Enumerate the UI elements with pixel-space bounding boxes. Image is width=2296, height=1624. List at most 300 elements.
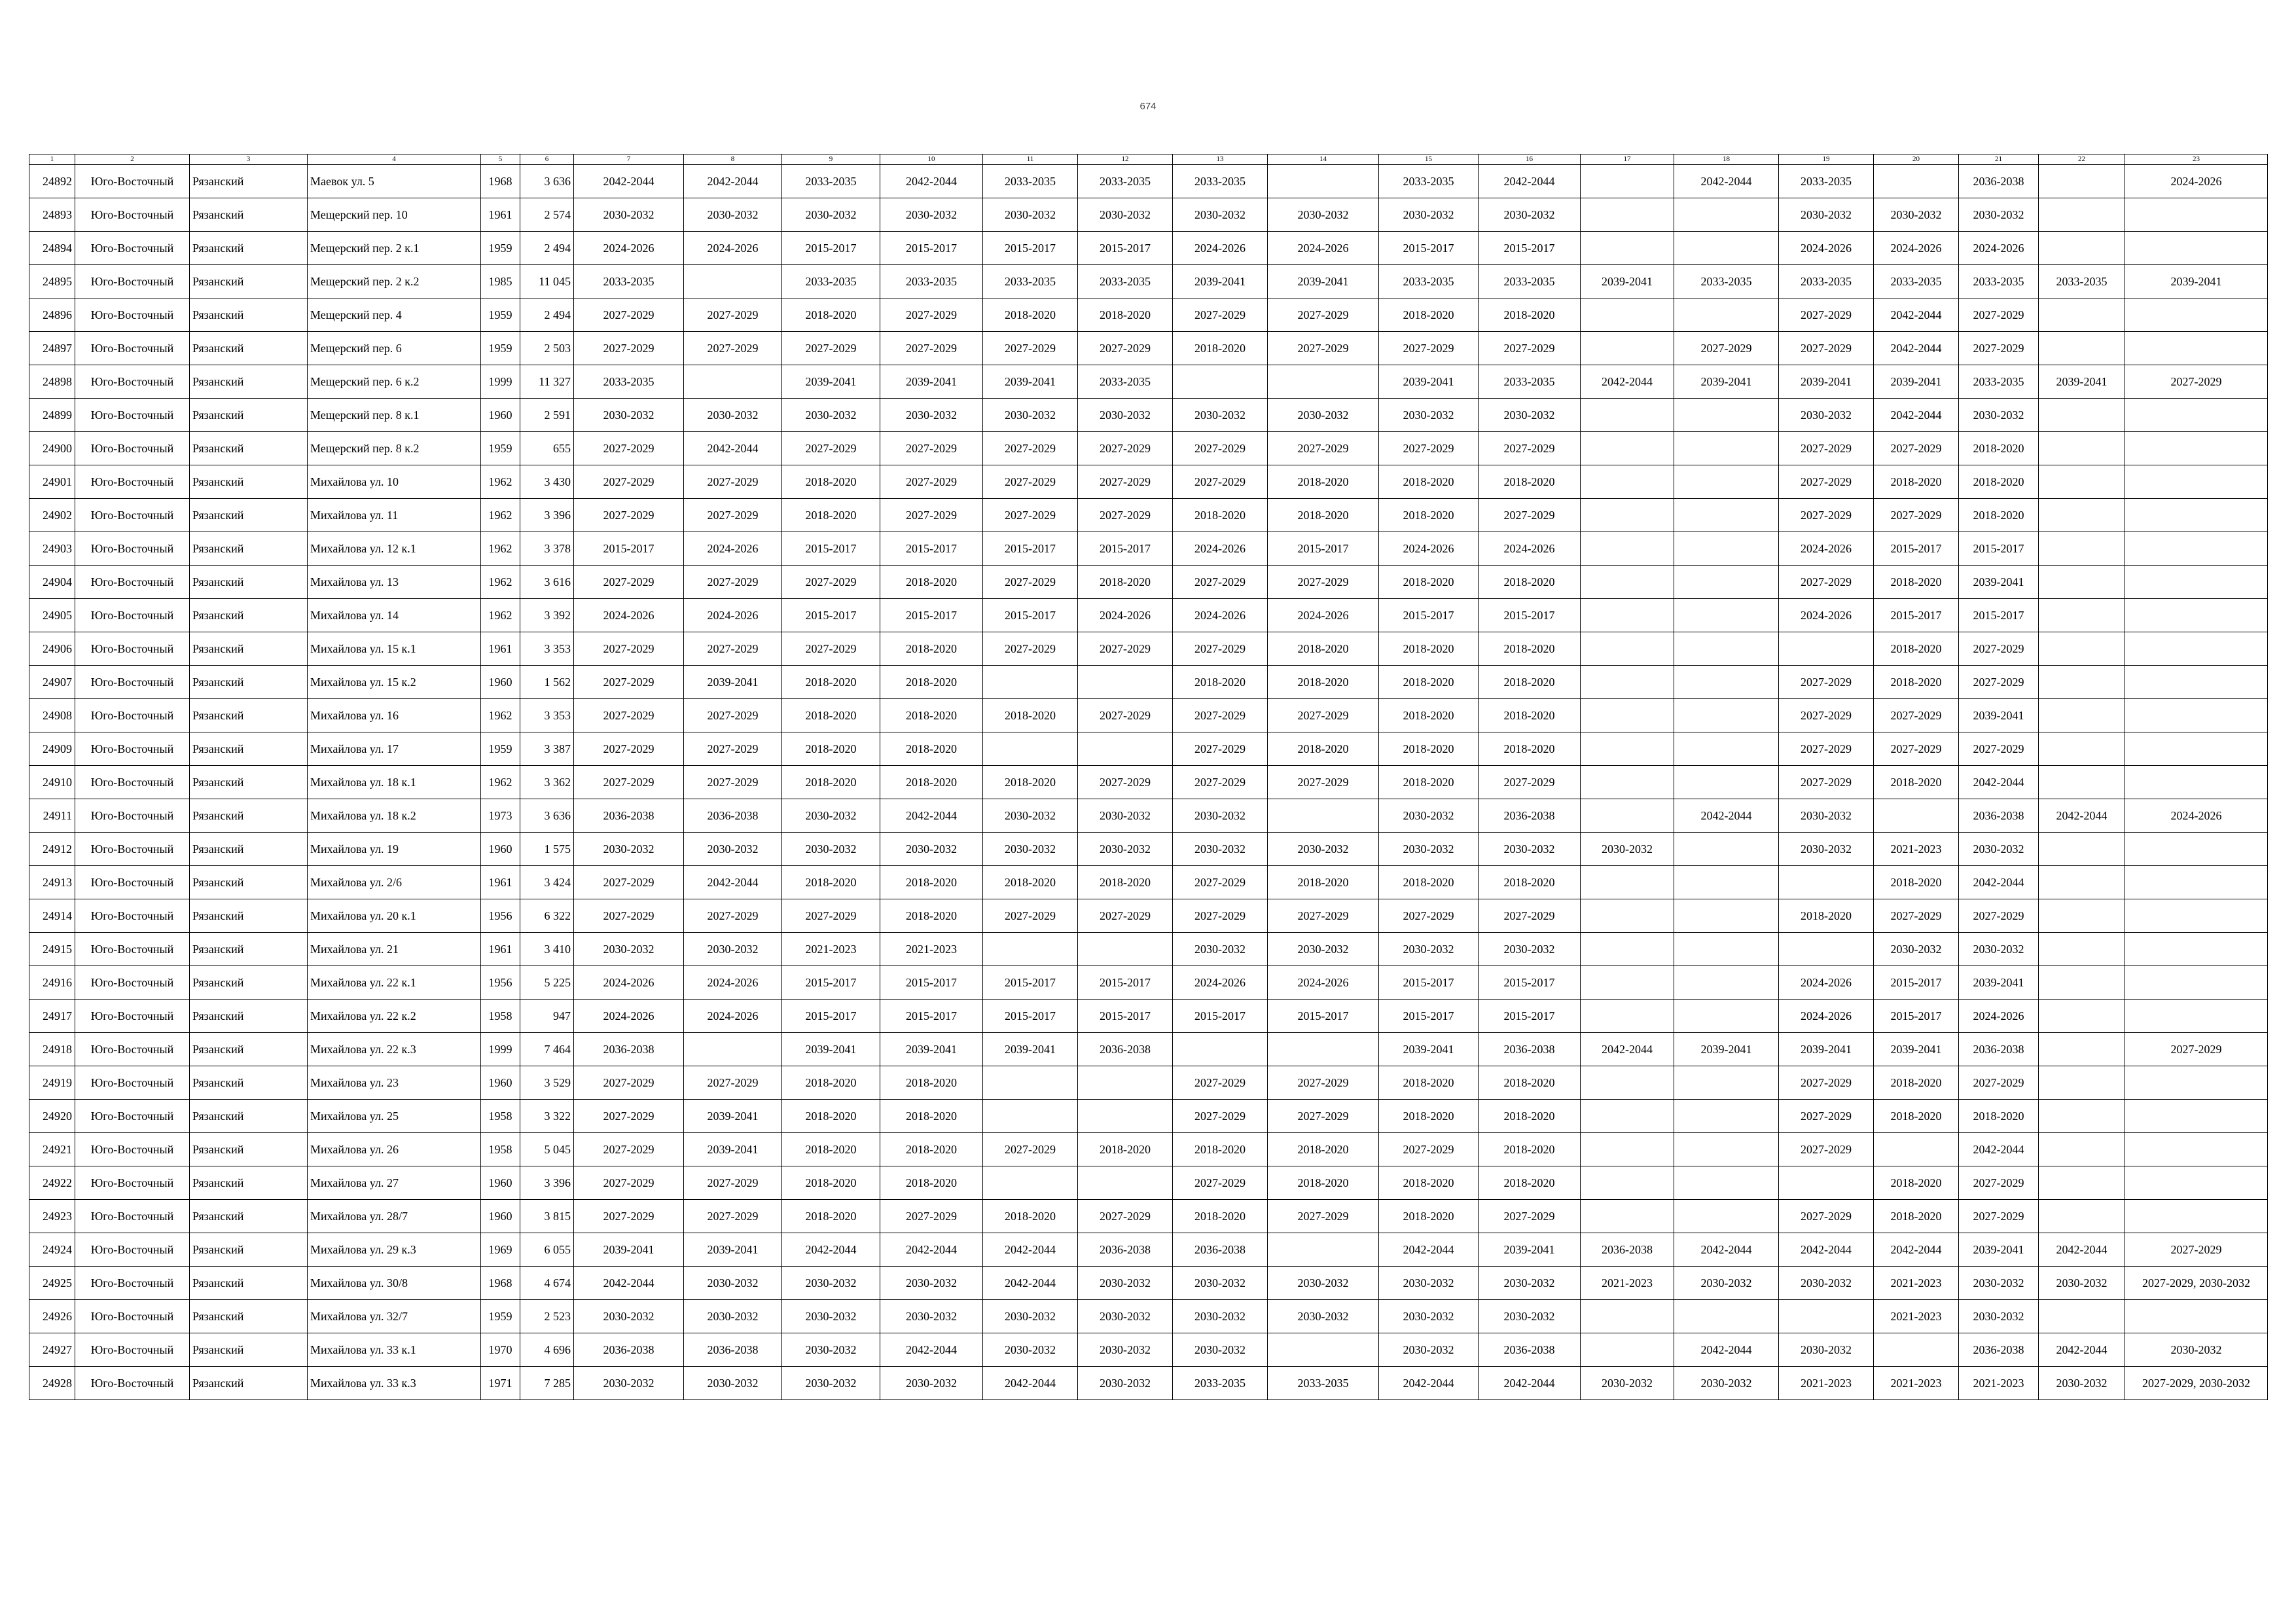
table-cell-col-21: 2039-2041: [1959, 699, 2039, 732]
table-cell-col-10: 2030-2032: [880, 198, 983, 232]
table-cell-col-21: 2027-2029: [1959, 1066, 2039, 1100]
table-cell-col-8: 2024-2026: [684, 1000, 782, 1033]
table-cell-col-10: 2039-2041: [880, 1033, 983, 1066]
table-cell-col-18: [1674, 966, 1779, 1000]
table-cell-col-12: 2027-2029: [1078, 899, 1173, 933]
column-header-1: 1: [29, 154, 75, 165]
table-cell-col-15: 2018-2020: [1379, 1200, 1479, 1233]
table-cell-col-3: Рязанский: [190, 699, 308, 732]
table-cell-col-2: Юго-Восточный: [75, 1100, 190, 1133]
table-cell-col-21: 2027-2029: [1959, 899, 2039, 933]
table-cell-col-23: [2125, 499, 2268, 532]
table-cell-col-2: Юго-Восточный: [75, 332, 190, 365]
table-cell-col-3: Рязанский: [190, 1066, 308, 1100]
table-cell-col-2: Юго-Восточный: [75, 365, 190, 399]
table-cell-col-22: [2039, 1133, 2125, 1166]
table-cell-col-22: [2039, 632, 2125, 666]
table-cell-col-14: [1268, 799, 1379, 833]
table-cell-col-11: 2018-2020: [983, 766, 1078, 799]
table-cell-col-10: 2030-2032: [880, 1367, 983, 1400]
table-cell-col-1: 24892: [29, 165, 75, 198]
table-cell-col-2: Юго-Восточный: [75, 1066, 190, 1100]
table-cell-col-16: 2027-2029: [1479, 766, 1581, 799]
table-cell-col-8: 2039-2041: [684, 1133, 782, 1166]
column-header-19: 19: [1779, 154, 1874, 165]
table-cell-col-19: 2027-2029: [1779, 1200, 1874, 1233]
table-cell-col-21: 2015-2017: [1959, 599, 2039, 632]
table-cell-col-20: 2018-2020: [1874, 1066, 1959, 1100]
table-cell-col-15: 2015-2017: [1379, 966, 1479, 1000]
table-cell-col-20: 2033-2035: [1874, 265, 1959, 298]
table-cell-col-8: 2042-2044: [684, 866, 782, 899]
table-cell-col-3: Рязанский: [190, 632, 308, 666]
table-row: [29, 465, 2268, 499]
table-cell-col-5: 1999: [481, 365, 520, 399]
table-row: [29, 365, 2268, 399]
table-cell-col-9: 2018-2020: [782, 298, 880, 332]
table-cell-col-22: [2039, 966, 2125, 1000]
table-cell-col-8: 2030-2032: [684, 1367, 782, 1400]
table-cell-col-13: 2033-2035: [1173, 165, 1268, 198]
table-cell-col-17: [1581, 899, 1674, 933]
table-cell-col-9: 2015-2017: [782, 599, 880, 632]
table-cell-col-22: [2039, 232, 2125, 265]
table-cell-col-5: 1960: [481, 1166, 520, 1200]
table-cell-col-6: 2 494: [520, 298, 574, 332]
table-cell-col-19: 2027-2029: [1779, 432, 1874, 465]
table-cell-col-5: 1971: [481, 1367, 520, 1400]
table-cell-col-21: 2036-2038: [1959, 1033, 2039, 1066]
table-cell-col-12: 2030-2032: [1078, 1300, 1173, 1333]
table-cell-col-21: 2027-2029: [1959, 666, 2039, 699]
table-cell-col-5: 1959: [481, 332, 520, 365]
table-cell-col-7: 2027-2029: [574, 1100, 684, 1133]
table-cell-col-15: 2018-2020: [1379, 666, 1479, 699]
table-cell-col-4: Мещерский пер. 6: [308, 332, 481, 365]
table-cell-col-20: 2027-2029: [1874, 432, 1959, 465]
table-cell-col-19: 2027-2029: [1779, 298, 1874, 332]
table-cell-col-2: Юго-Восточный: [75, 198, 190, 232]
table-cell-col-20: 2015-2017: [1874, 599, 1959, 632]
table-cell-col-7: 2030-2032: [574, 198, 684, 232]
table-cell-col-2: Юго-Восточный: [75, 1033, 190, 1066]
table-cell-col-23: [2125, 1100, 2268, 1133]
table-cell-col-10: 2027-2029: [880, 1200, 983, 1233]
table-cell-col-23: 2039-2041: [2125, 265, 2268, 298]
table-cell-col-12: 2033-2035: [1078, 365, 1173, 399]
table-cell-col-20: [1874, 165, 1959, 198]
table-cell-col-14: 2018-2020: [1268, 632, 1379, 666]
table-cell-col-12: [1078, 666, 1173, 699]
table-cell-col-21: 2027-2029: [1959, 1200, 2039, 1233]
table-cell-col-2: Юго-Восточный: [75, 465, 190, 499]
table-cell-col-4: Михайлова ул. 18 к.2: [308, 799, 481, 833]
table-cell-col-6: 3 430: [520, 465, 574, 499]
table-cell-col-11: 2033-2035: [983, 265, 1078, 298]
table-cell-col-9: 2030-2032: [782, 399, 880, 432]
table-cell-col-19: 2030-2032: [1779, 198, 1874, 232]
table-cell-col-16: 2018-2020: [1479, 699, 1581, 732]
table-cell-col-16: 2024-2026: [1479, 532, 1581, 566]
table-cell-col-14: 2027-2029: [1268, 766, 1379, 799]
table-cell-col-7: 2030-2032: [574, 833, 684, 866]
table-cell-col-16: 2042-2044: [1479, 1367, 1581, 1400]
table-cell-col-14: 2027-2029: [1268, 298, 1379, 332]
table-cell-col-6: 3 362: [520, 766, 574, 799]
table-row: [29, 732, 2268, 766]
table-cell-col-20: 2030-2032: [1874, 933, 1959, 966]
table-cell-col-9: 2030-2032: [782, 833, 880, 866]
table-cell-col-1: 24895: [29, 265, 75, 298]
table-cell-col-22: [2039, 732, 2125, 766]
table-cell-col-23: [2125, 899, 2268, 933]
table-cell-col-2: Юго-Восточный: [75, 866, 190, 899]
table-cell-col-20: 2021-2023: [1874, 1367, 1959, 1400]
table-cell-col-23: [2125, 532, 2268, 566]
table-cell-col-1: 24902: [29, 499, 75, 532]
table-cell-col-14: 2027-2029: [1268, 899, 1379, 933]
table-cell-col-5: 1962: [481, 766, 520, 799]
table-cell-col-22: 2039-2041: [2039, 365, 2125, 399]
table-cell-col-6: 3 396: [520, 1166, 574, 1200]
column-header-10: 10: [880, 154, 983, 165]
table-cell-col-14: 2039-2041: [1268, 265, 1379, 298]
table-cell-col-15: 2018-2020: [1379, 866, 1479, 899]
table-cell-col-10: 2018-2020: [880, 766, 983, 799]
table-cell-col-1: 24922: [29, 1166, 75, 1200]
table-cell-col-6: 3 387: [520, 732, 574, 766]
table-cell-col-2: Юго-Восточный: [75, 1333, 190, 1367]
table-cell-col-9: 2018-2020: [782, 699, 880, 732]
table-cell-col-2: Юго-Восточный: [75, 265, 190, 298]
table-cell-col-2: Юго-Восточный: [75, 1166, 190, 1200]
table-cell-col-13: 2024-2026: [1173, 599, 1268, 632]
table-cell-col-12: 2027-2029: [1078, 499, 1173, 532]
table-cell-col-5: 1962: [481, 465, 520, 499]
table-cell-col-13: 2030-2032: [1173, 799, 1268, 833]
table-row: [29, 899, 2268, 933]
table-cell-col-1: 24913: [29, 866, 75, 899]
table-cell-col-5: 1962: [481, 699, 520, 732]
table-cell-col-17: [1581, 599, 1674, 632]
table-cell-col-21: 2030-2032: [1959, 833, 2039, 866]
table-cell-col-10: 2015-2017: [880, 232, 983, 265]
table-cell-col-12: 2027-2029: [1078, 465, 1173, 499]
table-cell-col-9: 2015-2017: [782, 1000, 880, 1033]
table-row: [29, 599, 2268, 632]
table-cell-col-15: 2030-2032: [1379, 799, 1479, 833]
table-cell-col-4: Мещерский пер. 2 к.2: [308, 265, 481, 298]
table-cell-col-3: Рязанский: [190, 232, 308, 265]
table-cell-col-3: Рязанский: [190, 1033, 308, 1066]
table-cell-col-13: [1173, 1033, 1268, 1066]
table-cell-col-21: 2036-2038: [1959, 165, 2039, 198]
table-cell-col-20: 2021-2023: [1874, 1300, 1959, 1333]
table-cell-col-9: 2018-2020: [782, 1166, 880, 1200]
table-cell-col-13: 2018-2020: [1173, 1133, 1268, 1166]
table-cell-col-9: 2018-2020: [782, 1133, 880, 1166]
table-cell-col-11: [983, 1066, 1078, 1100]
table-cell-col-3: Рязанский: [190, 933, 308, 966]
table-cell-col-19: [1779, 1300, 1874, 1333]
table-cell-col-23: 2027-2029, 2030-2032: [2125, 1267, 2268, 1300]
table-cell-col-23: [2125, 332, 2268, 365]
table-cell-col-6: 3 616: [520, 566, 574, 599]
table-cell-col-18: [1674, 298, 1779, 332]
table-cell-col-8: 2027-2029: [684, 566, 782, 599]
table-cell-col-6: 5 045: [520, 1133, 574, 1166]
table-cell-col-6: 4 674: [520, 1267, 574, 1300]
table-cell-col-5: 1968: [481, 165, 520, 198]
table-cell-col-19: [1779, 632, 1874, 666]
table-cell-col-14: 2024-2026: [1268, 232, 1379, 265]
table-cell-col-12: 2027-2029: [1078, 332, 1173, 365]
table-cell-col-12: 2027-2029: [1078, 766, 1173, 799]
table-cell-col-6: 3 396: [520, 499, 574, 532]
table-cell-col-20: 2018-2020: [1874, 766, 1959, 799]
table-cell-col-7: 2030-2032: [574, 399, 684, 432]
table-cell-col-3: Рязанский: [190, 732, 308, 766]
table-cell-col-12: [1078, 1166, 1173, 1200]
table-cell-col-19: 2030-2032: [1779, 1333, 1874, 1367]
table-cell-col-2: Юго-Восточный: [75, 298, 190, 332]
table-cell-col-5: 1960: [481, 399, 520, 432]
table-row: [29, 1133, 2268, 1166]
table-cell-col-12: [1078, 933, 1173, 966]
column-header-3: 3: [190, 154, 308, 165]
table-cell-col-5: 1960: [481, 1066, 520, 1100]
table-cell-col-21: 2018-2020: [1959, 499, 2039, 532]
table-cell-col-11: [983, 1100, 1078, 1133]
table-cell-col-7: 2036-2038: [574, 799, 684, 833]
table-cell-col-14: [1268, 1333, 1379, 1367]
table-cell-col-4: Михайлова ул. 14: [308, 599, 481, 632]
table-cell-col-9: 2030-2032: [782, 198, 880, 232]
table-cell-col-2: Юго-Восточный: [75, 732, 190, 766]
table-cell-col-6: 3 410: [520, 933, 574, 966]
table-cell-col-15: 2018-2020: [1379, 465, 1479, 499]
column-header-23: 23: [2125, 154, 2268, 165]
table-cell-col-5: 1959: [481, 232, 520, 265]
table-cell-col-5: 1960: [481, 1200, 520, 1233]
table-cell-col-10: 2027-2029: [880, 432, 983, 465]
table-cell-col-16: 2027-2029: [1479, 899, 1581, 933]
table-cell-col-15: 2030-2032: [1379, 1333, 1479, 1367]
table-cell-col-22: [2039, 833, 2125, 866]
table-cell-col-21: 2015-2017: [1959, 532, 2039, 566]
table-cell-col-10: 2027-2029: [880, 298, 983, 332]
table-cell-col-12: 2030-2032: [1078, 198, 1173, 232]
table-cell-col-10: 2027-2029: [880, 465, 983, 499]
table-cell-col-9: 2039-2041: [782, 1033, 880, 1066]
table-cell-col-13: 2030-2032: [1173, 1300, 1268, 1333]
column-header-14: 14: [1268, 154, 1379, 165]
table-cell-col-14: 2027-2029: [1268, 1200, 1379, 1233]
table-cell-col-17: [1581, 766, 1674, 799]
table-cell-col-3: Рязанский: [190, 1200, 308, 1233]
table-cell-col-1: 24897: [29, 332, 75, 365]
table-cell-col-20: [1874, 1133, 1959, 1166]
table-cell-col-7: 2027-2029: [574, 1200, 684, 1233]
table-cell-col-22: [2039, 933, 2125, 966]
table-cell-col-16: 2018-2020: [1479, 1166, 1581, 1200]
table-cell-col-12: 2030-2032: [1078, 1333, 1173, 1367]
table-cell-col-17: [1581, 499, 1674, 532]
table-cell-col-5: 1960: [481, 666, 520, 699]
table-cell-col-11: 2042-2044: [983, 1233, 1078, 1267]
table-cell-col-8: 2030-2032: [684, 1300, 782, 1333]
table-cell-col-17: [1581, 399, 1674, 432]
table-cell-col-8: 2027-2029: [684, 332, 782, 365]
table-cell-col-1: 24903: [29, 532, 75, 566]
table-cell-col-15: 2033-2035: [1379, 265, 1479, 298]
table-cell-col-15: 2018-2020: [1379, 298, 1479, 332]
table-cell-col-7: 2027-2029: [574, 1066, 684, 1100]
table-cell-col-21: 2030-2032: [1959, 1300, 2039, 1333]
table-cell-col-8: 2027-2029: [684, 732, 782, 766]
table-cell-col-14: 2018-2020: [1268, 866, 1379, 899]
table-cell-col-14: 2030-2032: [1268, 1300, 1379, 1333]
table-cell-col-16: 2018-2020: [1479, 632, 1581, 666]
table-cell-col-12: 2015-2017: [1078, 532, 1173, 566]
table-cell-col-18: [1674, 566, 1779, 599]
table-cell-col-18: 2030-2032: [1674, 1267, 1779, 1300]
table-cell-col-17: 2039-2041: [1581, 265, 1674, 298]
table-cell-col-11: 2027-2029: [983, 1133, 1078, 1166]
table-cell-col-4: Мещерский пер. 8 к.2: [308, 432, 481, 465]
table-cell-col-10: 2030-2032: [880, 1267, 983, 1300]
table-cell-col-22: [2039, 1000, 2125, 1033]
table-cell-col-17: [1581, 799, 1674, 833]
table-cell-col-2: Юго-Восточный: [75, 599, 190, 632]
table-cell-col-17: 2036-2038: [1581, 1233, 1674, 1267]
table-cell-col-5: 1956: [481, 899, 520, 933]
table-cell-col-9: 2018-2020: [782, 1100, 880, 1133]
table-cell-col-19: 2030-2032: [1779, 399, 1874, 432]
table-cell-col-16: 2018-2020: [1479, 298, 1581, 332]
table-cell-col-23: [2125, 1166, 2268, 1200]
table-cell-col-8: [684, 265, 782, 298]
table-cell-col-14: 2030-2032: [1268, 399, 1379, 432]
table-cell-col-15: 2027-2029: [1379, 332, 1479, 365]
table-cell-col-22: 2042-2044: [2039, 1233, 2125, 1267]
table-cell-col-5: 1999: [481, 1033, 520, 1066]
table-cell-col-18: [1674, 465, 1779, 499]
table-cell-col-14: 2018-2020: [1268, 465, 1379, 499]
table-cell-col-16: 2018-2020: [1479, 1133, 1581, 1166]
table-cell-col-1: 24915: [29, 933, 75, 966]
table-cell-col-13: 2027-2029: [1173, 732, 1268, 766]
table-cell-col-15: 2027-2029: [1379, 1133, 1479, 1166]
table-cell-col-16: 2030-2032: [1479, 198, 1581, 232]
table-cell-col-16: 2015-2017: [1479, 232, 1581, 265]
table-cell-col-8: 2027-2029: [684, 1166, 782, 1200]
table-cell-col-22: 2030-2032: [2039, 1267, 2125, 1300]
table-cell-col-19: 2033-2035: [1779, 165, 1874, 198]
column-header-2: 2: [75, 154, 190, 165]
table-cell-col-23: 2027-2029: [2125, 1033, 2268, 1066]
table-cell-col-4: Михайлова ул. 29 к.3: [308, 1233, 481, 1267]
table-cell-col-11: [983, 666, 1078, 699]
table-cell-col-21: 2024-2026: [1959, 232, 2039, 265]
table-cell-col-15: 2027-2029: [1379, 432, 1479, 465]
table-cell-col-21: 2027-2029: [1959, 332, 2039, 365]
table-cell-col-9: 2018-2020: [782, 499, 880, 532]
table-cell-col-23: 2024-2026: [2125, 799, 2268, 833]
table-cell-col-14: [1268, 365, 1379, 399]
table-cell-col-22: [2039, 298, 2125, 332]
table-cell-col-22: [2039, 1100, 2125, 1133]
table-cell-col-9: 2018-2020: [782, 732, 880, 766]
table-cell-col-13: 2027-2029: [1173, 899, 1268, 933]
table-cell-col-7: 2027-2029: [574, 632, 684, 666]
table-cell-col-22: [2039, 332, 2125, 365]
table-cell-col-22: [2039, 465, 2125, 499]
table-cell-col-14: 2027-2029: [1268, 432, 1379, 465]
table-cell-col-12: 2027-2029: [1078, 432, 1173, 465]
table-cell-col-13: 2027-2029: [1173, 566, 1268, 599]
table-cell-col-15: 2018-2020: [1379, 766, 1479, 799]
column-header-22: 22: [2039, 154, 2125, 165]
table-cell-col-22: [2039, 532, 2125, 566]
table-cell-col-19: 2027-2029: [1779, 732, 1874, 766]
table-cell-col-23: [2125, 632, 2268, 666]
table-cell-col-20: [1874, 1333, 1959, 1367]
table-cell-col-2: Юго-Восточный: [75, 799, 190, 833]
table-cell-col-10: 2027-2029: [880, 332, 983, 365]
table-cell-col-8: 2027-2029: [684, 499, 782, 532]
table-cell-col-19: 2018-2020: [1779, 899, 1874, 933]
table-cell-col-21: 2042-2044: [1959, 766, 2039, 799]
table-cell-col-9: 2030-2032: [782, 799, 880, 833]
table-cell-col-14: 2027-2029: [1268, 699, 1379, 732]
table-cell-col-13: 2018-2020: [1173, 1200, 1268, 1233]
table-cell-col-19: 2027-2029: [1779, 465, 1874, 499]
table-cell-col-4: Михайлова ул. 32/7: [308, 1300, 481, 1333]
table-cell-col-20: 2018-2020: [1874, 632, 1959, 666]
table-cell-col-6: 2 523: [520, 1300, 574, 1333]
table-cell-col-12: [1078, 1066, 1173, 1100]
table-cell-col-14: 2033-2035: [1268, 1367, 1379, 1400]
table-cell-col-8: 2027-2029: [684, 298, 782, 332]
table-cell-col-6: 3 424: [520, 866, 574, 899]
table-cell-col-9: 2018-2020: [782, 465, 880, 499]
table-cell-col-2: Юго-Восточный: [75, 399, 190, 432]
table-cell-col-11: 2042-2044: [983, 1367, 1078, 1400]
table-cell-col-18: [1674, 232, 1779, 265]
table-cell-col-14: 2024-2026: [1268, 599, 1379, 632]
table-cell-col-4: Михайлова ул. 27: [308, 1166, 481, 1200]
table-cell-col-22: [2039, 599, 2125, 632]
table-cell-col-10: 2015-2017: [880, 966, 983, 1000]
table-cell-col-10: 2015-2017: [880, 599, 983, 632]
table-cell-col-18: [1674, 599, 1779, 632]
table-cell-col-1: 24920: [29, 1100, 75, 1133]
table-cell-col-10: 2015-2017: [880, 532, 983, 566]
table-cell-col-1: 24906: [29, 632, 75, 666]
table-cell-col-20: 2018-2020: [1874, 566, 1959, 599]
table-cell-col-17: [1581, 298, 1674, 332]
table-cell-col-15: 2024-2026: [1379, 532, 1479, 566]
table-cell-col-20: 2030-2032: [1874, 198, 1959, 232]
table-cell-col-19: 2027-2029: [1779, 566, 1874, 599]
table-cell-col-9: 2021-2023: [782, 933, 880, 966]
column-header-9: 9: [782, 154, 880, 165]
table-cell-col-18: [1674, 699, 1779, 732]
table-cell-col-5: 1969: [481, 1233, 520, 1267]
table-cell-col-11: 2030-2032: [983, 833, 1078, 866]
table-row: [29, 833, 2268, 866]
